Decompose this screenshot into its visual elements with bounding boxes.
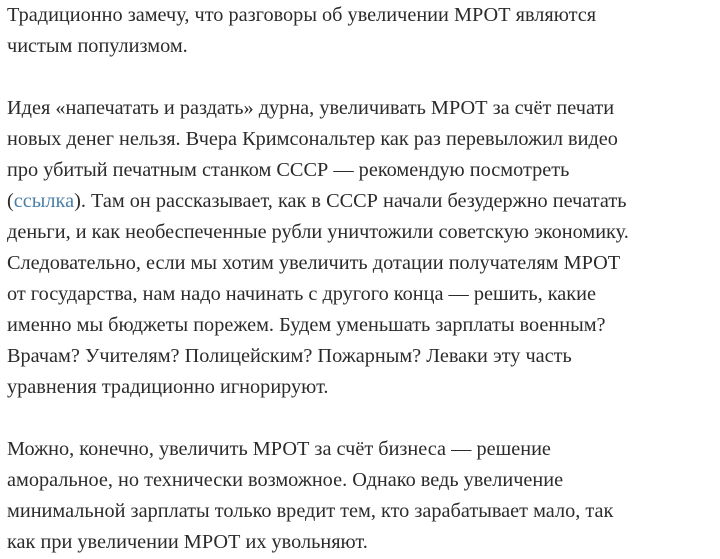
- paren-open: (: [7, 190, 14, 212]
- text-line-with-link: [7, 186, 712, 217]
- text-line: именно мы бюджеты порежем. Будем уменьшать зарплаты военным?: [7, 314, 606, 336]
- text-line: как при увеличении МРОТ их увольняют.: [7, 531, 368, 553]
- paragraph-gap: [7, 403, 712, 434]
- text-line: Идея «напечатать и раздать» дурна, увеличивать МРОТ за счёт печати: [7, 97, 615, 119]
- text-line: Традиционно замечу, что разговоры об увеличении МРОТ являются: [7, 4, 597, 26]
- paragraph-gap: [7, 62, 712, 93]
- paragraph-printing-money: [7, 93, 712, 403]
- text-after-link: ). Там он рассказывает, как в СССР начали безудержно печатать: [74, 190, 627, 212]
- paragraph-business: [7, 434, 712, 558]
- text-line: новых денег нельзя. Вчера Кримсональтер как раз перевыложил видео: [7, 128, 618, 150]
- text-line: про убитый печатным станком СССР — рекомендую посмотреть: [7, 159, 570, 181]
- paragraph-populism: [7, 0, 712, 62]
- text-line: Врачам? Учителям? Полицейским? Пожарным? Леваки эту часть: [7, 345, 572, 367]
- video-link[interactable]: ссылка: [13, 190, 75, 212]
- text-line: Следовательно, если мы хотим увеличить дотации получателям МРОТ: [7, 252, 621, 274]
- text-line: уравнения традиционно игнорируют.: [7, 376, 329, 398]
- text-line: аморальное, но технически возможное. Однако ведь увеличение: [7, 469, 564, 491]
- text-line: Можно, конечно, увеличить МРОТ за счёт бизнеса — решение: [7, 438, 551, 460]
- text-line: минимальной зарплаты только вредит тем, кто зарабатывает мало, так: [7, 500, 614, 522]
- text-line: от государства, нам надо начинать с другого конца — решить, какие: [7, 283, 596, 305]
- text-line: чистым популизмом.: [7, 35, 188, 57]
- text-line: деньги, и как необеспеченные рубли уничтожили советскую экономику.: [7, 221, 629, 243]
- article-body: [7, 0, 712, 558]
